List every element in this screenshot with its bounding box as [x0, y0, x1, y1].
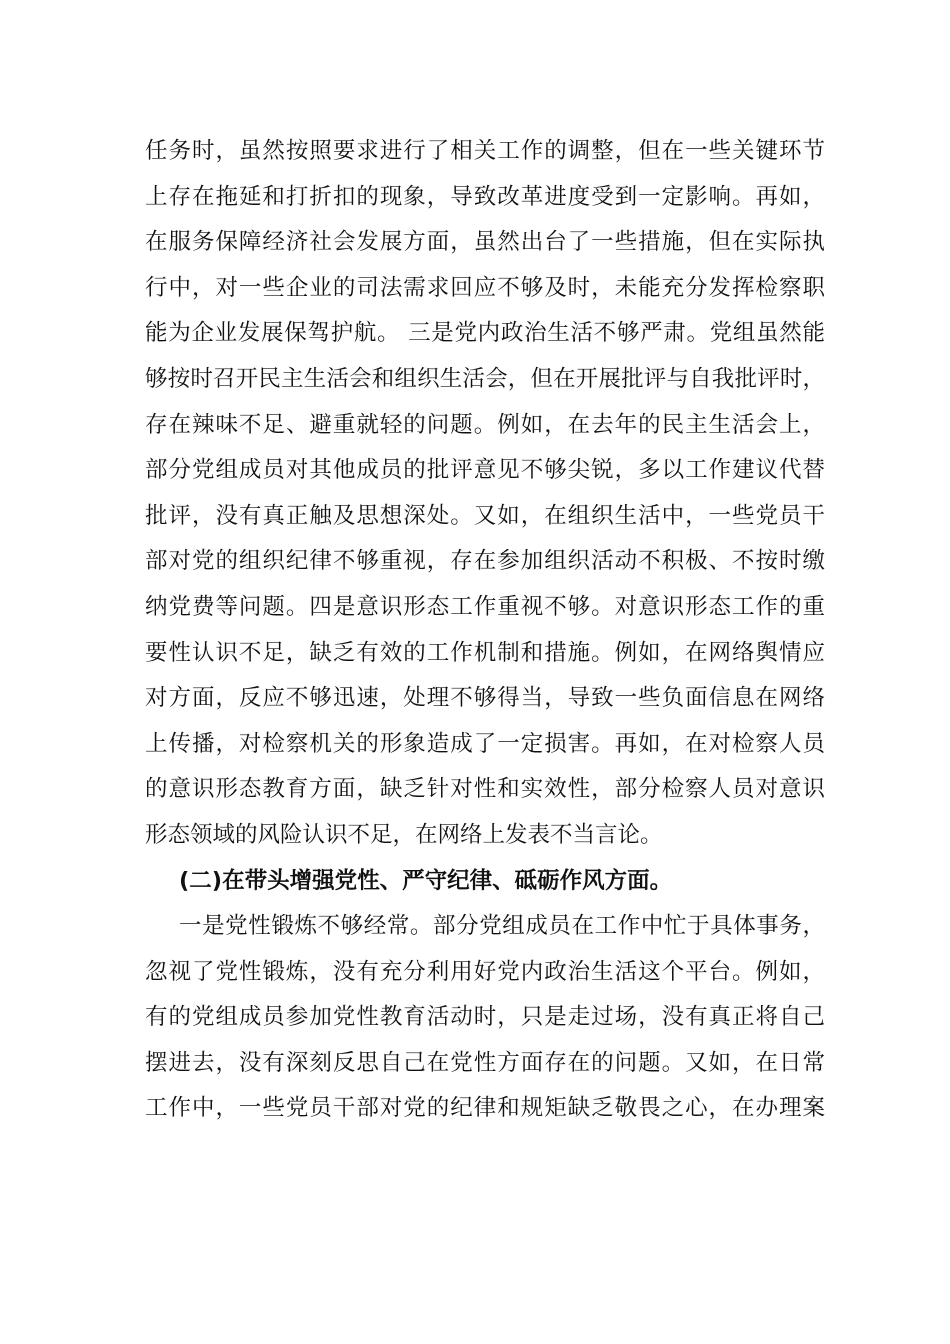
text-line: 的意识形态教育方面，缺乏针对性和实效性，部分检察人员对意识: [145, 776, 825, 803]
text-line: 上传播，对检察机关的形象造成了一定损害。再如，在对检察人员: [145, 730, 825, 757]
text-line: 在服务保障经济社会发展方面，虽然出台了一些措施，但在实际执: [145, 229, 825, 256]
text-line: 能为企业发展保驾护航。 三是党内政治生活不够严肃。党组虽然能: [145, 320, 825, 347]
text-line: 要性认识不足，缺乏有效的工作机制和措施。例如，在网络舆情应: [145, 639, 825, 666]
text-line: 纳党费等问题。四是意识形态工作重视不够。对意识形态工作的重: [145, 593, 825, 620]
text-line: 摆进去，没有深刻反思自己在党性方面存在的问题。又如，在日常: [145, 1049, 825, 1076]
body-text: [145, 129, 825, 1132]
text-line: 任务时，虽然按照要求进行了相关工作的调整，但在一些关键环节: [145, 138, 825, 164]
text-line: 部对党的组织纪律不够重视，存在参加组织活动不积极、不按时缴: [145, 548, 825, 575]
text-line: 形态领域的风险认识不足，在网络上发表不当言论。: [145, 821, 663, 848]
text-line: 有的党组成员参加党性教育活动时，只是走过场，没有真正将自己: [145, 1004, 825, 1031]
text-line: 上存在拖延和打折扣的现象，导致改革进度受到一定影响。再如，: [145, 183, 825, 210]
text-line: 对方面，反应不够迅速，处理不够得当，导致一些负面信息在网络: [145, 685, 825, 712]
text-line: 够按时召开民主生活会和组织生活会，但在开展批评与自我批评时，: [145, 365, 825, 392]
text-line: 存在辣味不足、避重就轻的问题。例如，在去年的民主生活会上，: [145, 411, 825, 438]
text-line: 部分党组成员对其他成员的批评意见不够尖锐，多以工作建议代替: [145, 457, 825, 484]
text-line: 行中，对一些企业的司法需求回应不够及时，未能充分发挥检察职: [145, 274, 825, 301]
text-line: 一是党性锻炼不够经常。部分党组成员在工作中忙于具体事务，: [179, 913, 825, 940]
text-line: 工作中，一些党员干部对党的纪律和规矩缺乏敬畏之心，在办理案: [145, 1095, 825, 1122]
text-line: 批评，没有真正触及思想深处。又如，在组织生活中，一些党员干: [145, 502, 825, 529]
section-heading: (二)在带头增强党性、严守纪律、砥砺作风方面。: [179, 867, 673, 894]
text-line: 忽视了党性锻炼，没有充分利用好党内政治生活这个平台。例如，: [145, 958, 825, 985]
